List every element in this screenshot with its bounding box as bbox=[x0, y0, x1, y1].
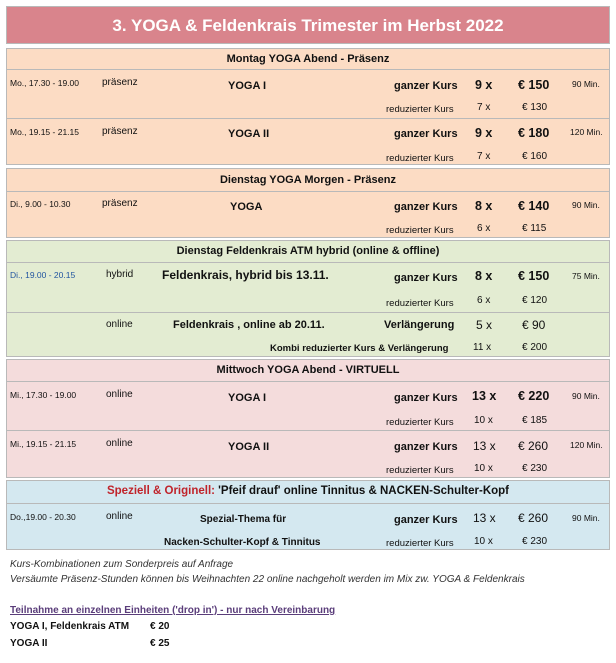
divider bbox=[6, 381, 610, 382]
full-count: 13 x bbox=[472, 389, 497, 403]
full-price: € 220 bbox=[518, 389, 550, 403]
course-name: Feldenkrais , online ab 20.11. bbox=[173, 319, 325, 331]
full-price: € 260 bbox=[518, 439, 549, 453]
time-label: Di., 9.00 - 10.30 bbox=[10, 199, 71, 209]
section-mittwoch bbox=[6, 359, 610, 478]
mode-label: online bbox=[106, 438, 133, 449]
extension-label: Verlängerung bbox=[384, 319, 455, 331]
full-course-label: ganzer Kurs bbox=[394, 128, 458, 140]
speziell-title: 'Pfeif drauf' online Tinnitus & NACKEN-Schulter-Kopf bbox=[214, 485, 510, 497]
divider bbox=[6, 262, 610, 263]
full-price: € 260 bbox=[518, 511, 549, 525]
divider bbox=[6, 312, 610, 313]
full-course-label: ganzer Kurs bbox=[394, 80, 458, 92]
duration: 90 Min. bbox=[572, 513, 600, 523]
note-combinations: Kurs-Kombinationen zum Sonderpreis auf Anfrage bbox=[10, 559, 234, 570]
mode-label: hybrid bbox=[106, 269, 134, 280]
dropin-item-label: YOGA II bbox=[10, 638, 48, 649]
reduced-price: € 120 bbox=[522, 295, 548, 306]
divider bbox=[6, 191, 610, 192]
full-course-label: ganzer Kurs bbox=[394, 201, 458, 213]
course-name-line1: Spezial-Thema für bbox=[200, 514, 287, 525]
reduced-course-label: reduzierter Kurs bbox=[386, 153, 454, 164]
time-label: Di., 19.00 - 20.15 bbox=[10, 270, 76, 280]
dropin-item-label: YOGA I, Feldenkrais ATM bbox=[10, 621, 130, 632]
time-label: Mo., 19.15 - 21.15 bbox=[10, 127, 79, 137]
section-header-speziell bbox=[6, 486, 610, 498]
duration: 120 Min. bbox=[570, 440, 603, 450]
reduced-price: € 130 bbox=[522, 102, 548, 113]
mode-label: online bbox=[106, 319, 133, 330]
divider bbox=[6, 118, 610, 119]
full-price: € 180 bbox=[518, 126, 550, 140]
reduced-price: € 185 bbox=[522, 415, 548, 426]
reduced-count: 7 x bbox=[477, 151, 491, 162]
dropin-heading: Teilnahme an einzelnen Einheiten ('drop in') - nur nach Vereinbarung bbox=[10, 605, 336, 616]
reduced-course-label: reduzierter Kurs bbox=[386, 465, 454, 476]
full-price: € 150 bbox=[518, 269, 550, 283]
reduced-count: 7 x bbox=[477, 102, 491, 113]
section-header-dienstag-feldenkrais: Dienstag Feldenkrais ATM hybrid (online & offline) bbox=[176, 245, 440, 257]
kombi-count: 11 x bbox=[473, 342, 492, 353]
full-course-label: ganzer Kurs bbox=[394, 514, 458, 526]
time-label: Mi., 19.15 - 21.15 bbox=[10, 439, 77, 449]
divider bbox=[6, 503, 610, 504]
full-price: € 150 bbox=[518, 78, 550, 92]
page-title: 3. YOGA & Feldenkrais Trimester im Herbst 2022 bbox=[112, 16, 504, 35]
reduced-course-label: reduzierter Kurs bbox=[386, 417, 454, 428]
reduced-course-label: reduzierter Kurs bbox=[386, 538, 454, 549]
extension-price: € 90 bbox=[522, 318, 546, 332]
section-header-dienstag-yoga: Dienstag YOGA Morgen - Präsenz bbox=[219, 174, 397, 186]
reduced-price: € 160 bbox=[522, 151, 548, 162]
duration: 120 Min. bbox=[570, 127, 603, 137]
full-count: 8 x bbox=[475, 199, 493, 213]
reduced-price: € 230 bbox=[522, 463, 548, 474]
speziell-highlight: Speziell & Originell: bbox=[106, 485, 215, 497]
full-course-label: ganzer Kurs bbox=[394, 272, 458, 284]
reduced-price: € 115 bbox=[522, 223, 547, 234]
reduced-course-label: reduzierter Kurs bbox=[386, 298, 454, 309]
dropin-item-price: € 20 bbox=[150, 621, 170, 632]
full-count: 8 x bbox=[475, 269, 493, 283]
reduced-count: 10 x bbox=[474, 536, 493, 547]
extension-count: 5 x bbox=[476, 318, 493, 332]
course-name: YOGA II bbox=[228, 441, 270, 453]
reduced-count: 10 x bbox=[474, 415, 493, 426]
full-count: 9 x bbox=[475, 78, 493, 92]
duration: 75 Min. bbox=[572, 271, 600, 281]
mode-label: online bbox=[106, 511, 133, 522]
section-dienstag-feldenkrais bbox=[6, 240, 610, 357]
mode-label: online bbox=[106, 389, 133, 400]
course-name: YOGA I bbox=[228, 80, 267, 92]
section-header-mittwoch: Mittwoch YOGA Abend - VIRTUELL bbox=[216, 364, 400, 376]
course-name: YOGA II bbox=[228, 128, 270, 140]
time-label: Mi., 17.30 - 19.00 bbox=[10, 390, 77, 400]
duration: 90 Min. bbox=[572, 391, 600, 401]
reduced-count: 10 x bbox=[474, 463, 493, 474]
reduced-count: 6 x bbox=[477, 223, 491, 234]
reduced-course-label: reduzierter Kurs bbox=[386, 225, 454, 236]
duration: 90 Min. bbox=[572, 79, 600, 89]
full-course-label: ganzer Kurs bbox=[394, 392, 458, 404]
full-count: 13 x bbox=[473, 511, 496, 525]
time-label: Do.,19.00 - 20.30 bbox=[10, 512, 76, 522]
kombi-price: € 200 bbox=[522, 342, 548, 353]
course-name: YOGA I bbox=[228, 392, 267, 404]
course-name: YOGA bbox=[230, 201, 263, 213]
duration: 90 Min. bbox=[572, 200, 600, 210]
full-count: 9 x bbox=[475, 126, 493, 140]
mode-label: präsenz bbox=[102, 126, 138, 137]
time-label: Mo., 17.30 - 19.00 bbox=[10, 78, 79, 88]
reduced-course-label: reduzierter Kurs bbox=[386, 104, 454, 115]
mode-label: präsenz bbox=[102, 77, 138, 88]
kombi-label: Kombi reduzierter Kurs & Verlängerung bbox=[270, 343, 449, 354]
divider bbox=[6, 69, 610, 70]
reduced-count: 6 x bbox=[477, 295, 491, 306]
dropin-item-price: € 25 bbox=[150, 638, 170, 649]
course-name-line2: Nacken-Schulter-Kopf & Tinnitus bbox=[164, 537, 321, 548]
full-course-label: ganzer Kurs bbox=[394, 441, 458, 453]
full-count: 13 x bbox=[473, 439, 496, 453]
note-missed-sessions: Versäumte Präsenz-Stunden können bis Weihnachten 22 online nachgeholt werden im Mix zw. YOGA & Feldenkrais bbox=[10, 574, 525, 585]
mode-label: präsenz bbox=[102, 198, 138, 209]
section-montag bbox=[6, 48, 610, 165]
course-name: Feldenkrais, hybrid bis 13.11. bbox=[162, 268, 329, 282]
full-price: € 140 bbox=[518, 199, 550, 213]
reduced-price: € 230 bbox=[522, 536, 548, 547]
divider bbox=[6, 430, 610, 431]
section-header-montag: Montag YOGA Abend - Präsenz bbox=[226, 53, 390, 65]
